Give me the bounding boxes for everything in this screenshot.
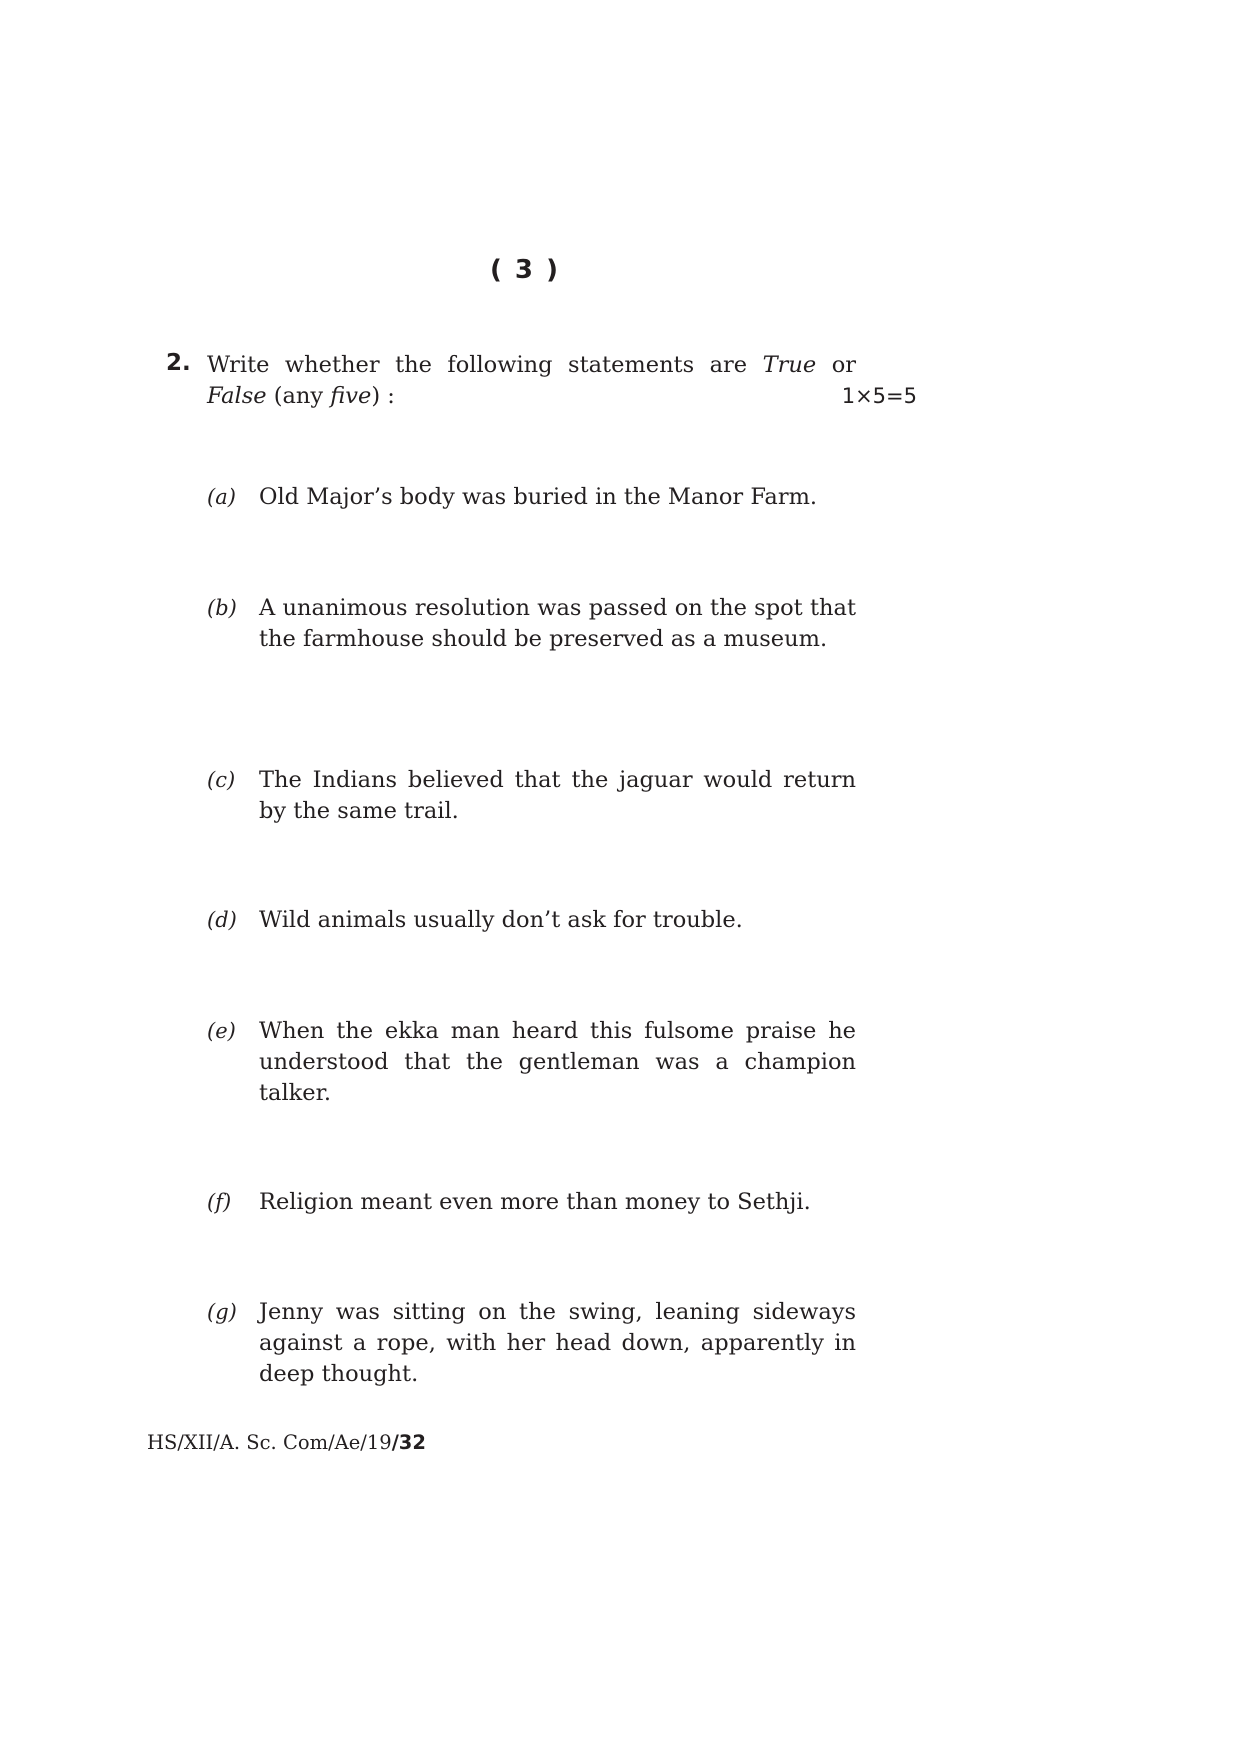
footer-page-count: /32 <box>391 1431 426 1454</box>
item-label-a: (a) <box>207 485 236 509</box>
item-text-e: When the ekka man heard this fulsome praise he understood that the gentleman was a champion talker. <box>259 1018 856 1106</box>
footer-code-text: HS/XII/A. Sc. Com/Ae/19 <box>147 1431 392 1454</box>
item-label-c: (c) <box>207 768 236 792</box>
item-text-a: Old Major’s body was buried in the Manor Farm. <box>259 484 818 510</box>
item-label-d: (d) <box>207 908 237 932</box>
true-word: True <box>762 352 817 378</box>
item-label-e: (e) <box>207 1019 236 1043</box>
question-number: 2. <box>166 350 191 376</box>
page-number: ( 3 ) <box>490 255 560 285</box>
footer-code <box>147 1431 426 1454</box>
item-label-g: (g) <box>207 1300 237 1324</box>
five-word: five <box>330 383 372 409</box>
instruction-text-any: (any <box>266 383 331 409</box>
instruction-text-or: or <box>816 352 856 378</box>
false-word: False <box>207 383 267 409</box>
instruction-text-end: ) : <box>371 383 395 409</box>
question-instruction-line1 <box>207 350 856 381</box>
item-text-g: Jenny was sitting on the swing, leaning sideways against a rope, with her head down, apparently in deep thought. <box>259 1299 856 1387</box>
question-instruction-line2 <box>207 381 856 412</box>
item-label-f: (f) <box>207 1190 232 1214</box>
item-text-c: The Indians believed that the jaguar would return by the same trail. <box>259 767 856 824</box>
instruction-text: Write whether the following statements are <box>207 352 763 378</box>
item-label-b: (b) <box>207 596 237 620</box>
item-text-b: A unanimous resolution was passed on the spot that the farmhouse should be preserved as a museum. <box>259 595 856 652</box>
question-marks: 1×5=5 <box>841 384 917 408</box>
item-text-f: Religion meant even more than money to Sethji. <box>259 1189 811 1215</box>
item-text-d: Wild animals usually don’t ask for trouble. <box>259 907 743 933</box>
